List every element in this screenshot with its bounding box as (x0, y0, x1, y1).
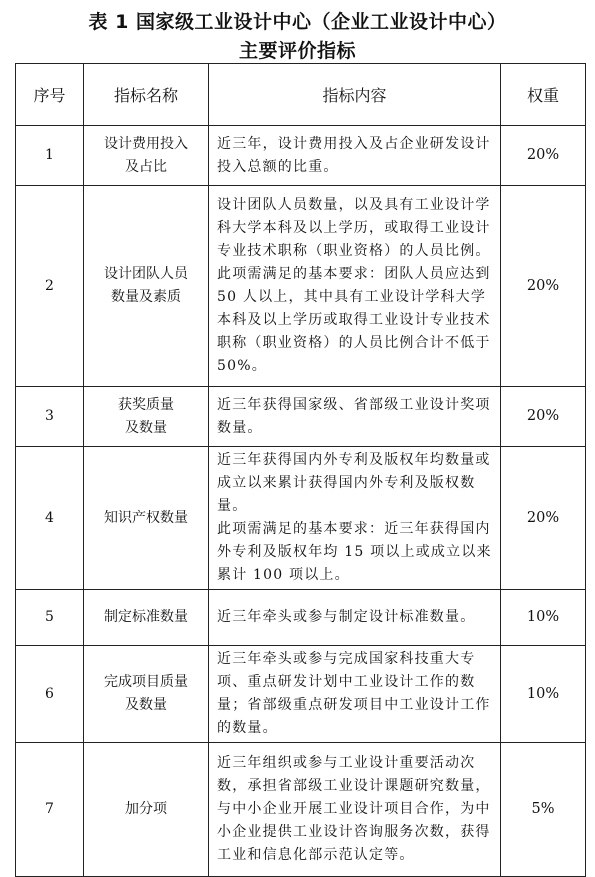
table-row (16, 387, 586, 447)
header-weight: 权重 (501, 64, 586, 126)
header-num: 序号 (16, 64, 84, 126)
table-row (16, 447, 586, 590)
evaluation-table (15, 63, 586, 877)
row-name: 知识产权数量 (84, 447, 209, 590)
row-num: 7 (16, 743, 84, 877)
table-row (16, 743, 586, 877)
row-name: 加分项 (84, 743, 209, 877)
row-num: 6 (16, 646, 84, 743)
row-content: 近三年牵头或参与制定设计标准数量。 (209, 590, 501, 646)
content-paragraph: 此项需满足的基本要求：团队人员应达到 50 人以上，其中具有工业设计学科大学本科及以上学历或取得工业设计专业技术职称（职业资格）的人员比例合计不低于 50%。 (217, 266, 491, 374)
row-num: 1 (16, 126, 84, 186)
row-weight: 20% (501, 447, 586, 590)
row-name: 设计团队人员 数量及素质 (84, 186, 209, 387)
row-content (209, 186, 501, 387)
table-row (16, 590, 586, 646)
row-weight: 20% (501, 186, 586, 387)
content-paragraph: 设计团队人员数量，以及具有工业设计学科大学本科及以上学历，或取得工业设计专业技术职称（职业资格）的人员比例。 (217, 197, 491, 259)
row-num: 5 (16, 590, 84, 646)
row-num: 4 (16, 447, 84, 590)
row-weight: 20% (501, 387, 586, 447)
header-row (16, 64, 586, 126)
row-content: 近三年，设计费用投入及占企业研发设计投入总额的比重。 (209, 126, 501, 186)
row-num: 2 (16, 186, 84, 387)
row-weight: 10% (501, 646, 586, 743)
row-content: 近三年获得国家级、省部级工业设计奖项数量。 (209, 387, 501, 447)
row-name: 获奖质量 及数量 (84, 387, 209, 447)
content-paragraph: 此项需满足的基本要求：近三年获得国内外专利及版权年均 15 项以上或成立以来累计 100 项以上。 (217, 521, 492, 583)
row-content: 近三年组织或参与工业设计重要活动次数，承担省部级工业设计课题研究数量，与中小企业开展工业设计项目合作，为中小企业提供工业设计咨询服务次数，获得工业和信息化部示范认定等。 (209, 743, 501, 877)
table-row (16, 186, 586, 387)
row-weight: 5% (501, 743, 586, 877)
row-num: 3 (16, 387, 84, 447)
row-name: 完成项目质量 及数量 (84, 646, 209, 743)
row-name: 制定标准数量 (84, 590, 209, 646)
row-weight: 20% (501, 126, 586, 186)
content-paragraph: 近三年获得国内外专利及版权年均数量或成立以来累计获得国内外专利及版权数量。 (217, 452, 491, 514)
row-name: 设计费用投入 及占比 (84, 126, 209, 186)
row-content: 近三年牵头或参与完成国家科技重大专项、重点研发计划中工业设计工作的数量；省部级重点研发项目中工业设计工作的数量。 (209, 646, 501, 743)
row-weight: 10% (501, 590, 586, 646)
row-content (209, 447, 501, 590)
table-subtitle: 主要评价指标 (238, 40, 356, 62)
table-row (16, 126, 586, 186)
table-row (16, 646, 586, 743)
table-title: 表 1 国家级工业设计中心（企业工业设计中心） (88, 11, 507, 33)
header-name: 指标名称 (84, 64, 209, 126)
header-content: 指标内容 (209, 64, 501, 126)
